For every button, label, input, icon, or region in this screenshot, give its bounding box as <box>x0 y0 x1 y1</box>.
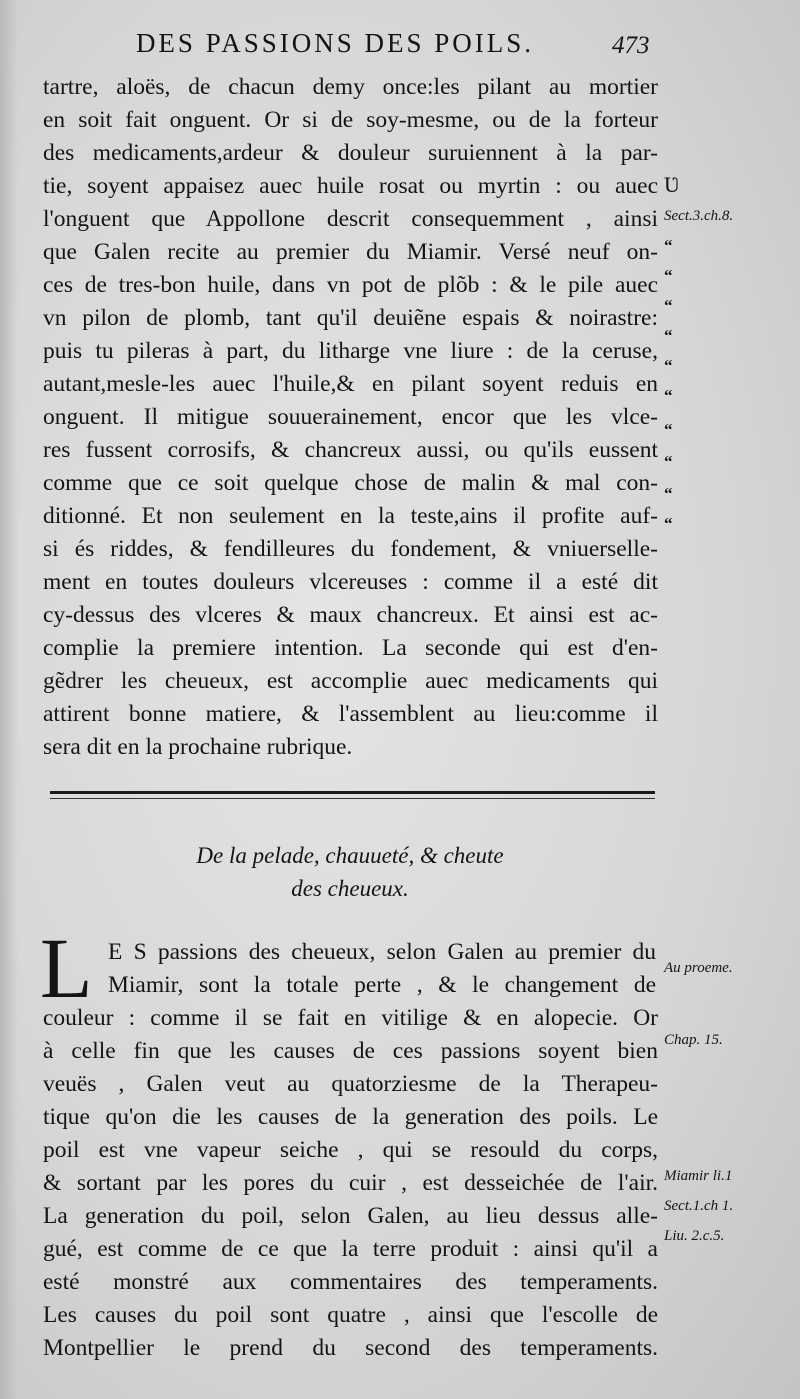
quote-mark: “ <box>664 514 673 533</box>
quote-mark: “ <box>664 236 673 255</box>
text-line: & sortant par les pores du cuir , est desseichée de l'air. <box>43 1170 658 1196</box>
text-line: attirent bonne matiere, & l'assemblent au lieu:comme il <box>43 701 658 727</box>
text-line: tie, soyent appaisez auec huile rosat ou myrtin : ou auec <box>43 173 658 199</box>
section-rule-thin <box>50 798 655 799</box>
text-line: E S passions des cheueux, selon Galen au premier du <box>108 939 656 965</box>
quote-mark: “ <box>664 356 673 375</box>
text-line: si és riddes, & fendilleures du fondement, & vniuerselle- <box>43 536 658 562</box>
text-line: veuës , Galen veut au quatorziesme de la Therapeu- <box>43 1071 658 1097</box>
margin-note-proeme: Au proeme. <box>664 960 733 976</box>
drop-cap: L <box>40 920 93 1016</box>
section-rule <box>50 791 655 794</box>
quote-mark: “ <box>664 326 673 345</box>
quote-mark: “ <box>664 420 673 439</box>
page-number: 473 <box>612 32 650 59</box>
text-line: couleur : comme il se fait en vitilige & en alopecie. Or <box>43 1005 658 1031</box>
text-line: des medicaments,ardeur & douleur suruiennent à la par- <box>43 140 658 166</box>
text-line: esté monstré aux commentaires des temperaments. <box>43 1269 658 1295</box>
quote-mark: “ <box>664 386 673 405</box>
text-line: ment en toutes douleurs vlcereuses : comme il a esté dit <box>43 569 658 595</box>
margin-note-book: Liu. 2.c.5. <box>664 1228 725 1244</box>
text-line: sera dit en la prochaine rubrique. <box>43 734 353 760</box>
text-line: tartre, aloës, de chacun demy once:les pilant au mortier <box>43 74 658 100</box>
text-line: poil est vne vapeur seiche , qui se resould du corps, <box>43 1137 658 1163</box>
running-title: DES PASSIONS DES POILS. <box>135 28 535 58</box>
section-heading-line1: De la pelade, chauueté, & cheute <box>196 843 504 868</box>
marginal-symbol: Ʋ <box>664 172 680 197</box>
text-line: ces de tres-bon huile, dans vn pot de plõb : & le pile auec <box>43 272 658 298</box>
section-heading-line2: des cheueux. <box>291 876 409 901</box>
text-line: que Galen recite au premier du Miamir. Versé neuf on- <box>43 239 658 265</box>
margin-note-section: Sect.3.ch.8. <box>664 208 734 224</box>
margin-note-chapter: Chap. 15. <box>664 1032 723 1048</box>
margin-note-section: Sect.1.ch 1. <box>664 1198 734 1214</box>
text-line: comme que ce soit quelque chose de malin & mal con- <box>43 470 658 496</box>
margin-note-miamir: Miamir li.1 <box>664 1168 733 1184</box>
quote-mark: “ <box>664 452 673 471</box>
text-line: ditionné. Et non seulement en la teste,ains il profite auf- <box>43 503 658 529</box>
page-gutter-shadow <box>0 0 18 1399</box>
text-line: onguent. Il mitigue souuerainement, encor que les vlce- <box>43 404 658 430</box>
text-line: gué, est comme de ce que la terre produit : ainsi qu'il a <box>43 1236 658 1262</box>
text-line: Miamir, sont la totale perte , & le changement de <box>108 972 656 998</box>
text-line: vn pilon de plomb, tant qu'il deuiẽne espais & noirastre: <box>43 305 658 331</box>
text-line: puis tu pileras à part, du litharge vne liure : de la ceruse, <box>43 338 658 364</box>
quote-mark: “ <box>664 484 673 503</box>
text-line: res fussent corrosifs, & chancreux aussi, ou qu'ils eussent <box>43 437 658 463</box>
text-line: Montpellier le prend du second des temperaments. <box>43 1335 658 1361</box>
text-line: cy-dessus des vlceres & maux chancreux. Et ainsi est ac- <box>43 602 658 628</box>
text-line: La generation du poil, selon Galen, au lieu dessus alle- <box>43 1203 658 1229</box>
text-line: Les causes du poil sont quatre , ainsi que l'escolle de <box>43 1302 658 1328</box>
text-line: gẽdrer les cheueux, est accomplie auec medicaments qui <box>43 668 658 694</box>
quote-mark: “ <box>664 296 673 315</box>
text-line: en soit fait onguent. Or si de soy-mesme, ou de la forteur <box>43 107 658 133</box>
text-line: autant,mesle-les auec l'huile,& en pilant soyent reduis en <box>43 371 658 397</box>
text-line: complie la premiere intention. La seconde qui est d'en- <box>43 635 658 661</box>
text-line: l'onguent que Appollone descrit consequemment , ainsi <box>43 206 658 232</box>
text-line: à celle fin que les causes de ces passions soyent bien <box>43 1038 658 1064</box>
text-line: tique qu'on die les causes de la generation des poils. Le <box>43 1104 658 1130</box>
quote-mark: “ <box>664 266 673 285</box>
